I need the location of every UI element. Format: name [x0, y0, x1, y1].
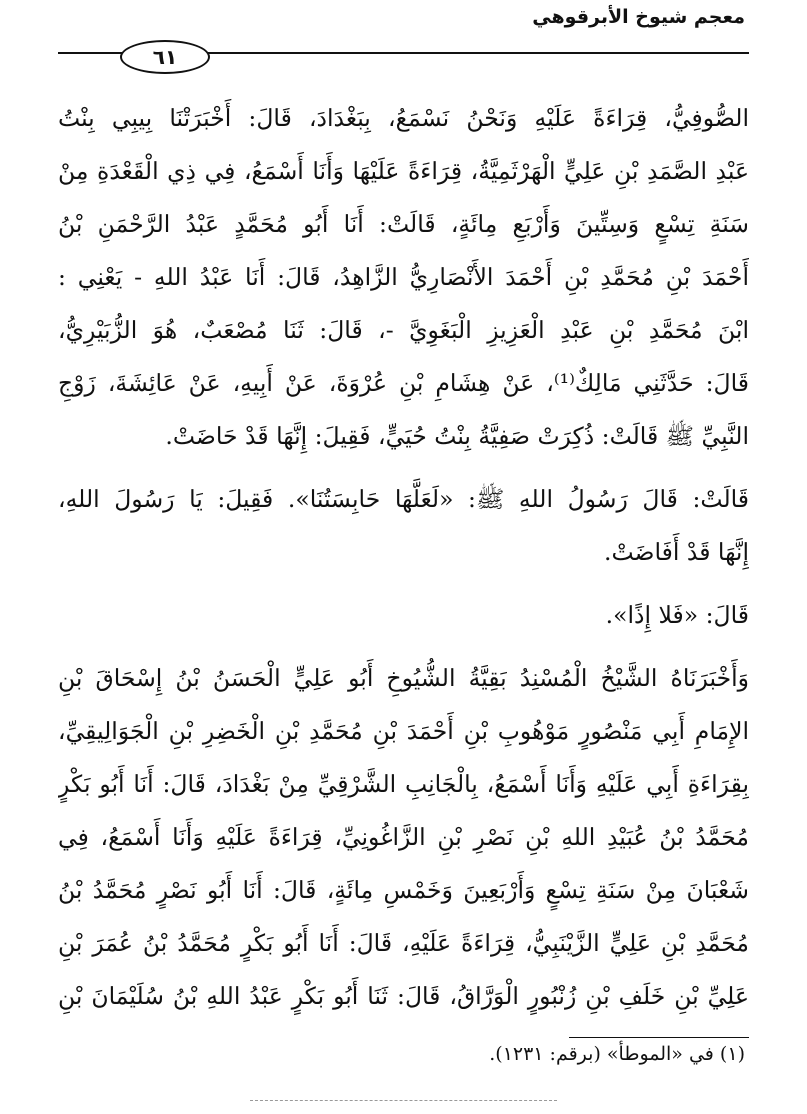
text-line: أَحْمَدَ بْنِ مُحَمَّدِ بْنِ أَحْمَدَ الأَنْصَارِيُّ الزَّاهِدُ، قَالَ: أَنَا عَبْدُ اللهِ - يَعْنِي :	[58, 263, 749, 291]
body-text	[58, 92, 749, 1023]
running-title: معجم شيوخ الأبرقوهي	[532, 6, 745, 28]
text-line: الصُّوفِيُّ، قِرَاءَةً عَلَيْهِ وَنَحْنُ نَسْمَعُ، بِبَغْدَادَ، قَالَ: أَخْبَرَتْنَا بِيبِي بِنْتُ	[58, 104, 749, 132]
text-line: مُحَمَّدُ بْنُ عُبَيْدِ اللهِ بْنِ نَصْرِ بْنِ الزَّاغُونِيِّ، قِرَاءَةً عَلَيْهِ وَأَنَا أَسْمَعُ، فِي	[58, 823, 749, 851]
text-line: عَبْدِ الصَّمَدِ بْنِ عَلِيٍّ الْهَرْثَمِيَّةُ، قِرَاءَةً عَلَيْهَا وَأَنَا أَسْمَعُ، فِي ذِي الْقَعْدَةِ مِنْ	[58, 157, 749, 185]
bottom-rule	[250, 1100, 557, 1101]
text-line: وَأَخْبَرَنَاهُ الشَّيْخُ الْمُسْنِدُ بَقِيَّةُ الشُّيُوخِ أَبُو عَلِيٍّ الْحَسَنُ بْنُ إِسْحَاقَ بْنِ	[58, 664, 749, 692]
text-line: الإِمَامِ أَبِي مَنْصُورٍ مَوْهُوبِ بْنِ أَحْمَدَ بْنِ مُحَمَّدِ بْنِ الْخَضِرِ بْنِ الْجَوَالِيقِيِّ،	[58, 717, 749, 745]
text-line: قَالَتْ: قَالَ رَسُولُ اللهِ ﷺ: «لَعَلَّهَا حَابِسَتُنَا». فَقِيلَ: يَا رَسُولَ اللهِ،	[58, 485, 749, 513]
footnote: (١) في «الموطأ» (برقم: ١٢٣١).	[489, 1043, 745, 1065]
text-line: بِقِرَاءَةِ أَبِي عَلَيْهِ وَأَنَا أَسْمَعُ، بِالْجَانِبِ الشَّرْقِيِّ مِنْ بَغْدَادَ، قَالَ: أَنَا أَبُو بَكْرٍ	[58, 770, 749, 798]
text-line: سَنَةِ تِسْعٍ وَسِتِّينَ وَأَرْبَعِ مِائَةٍ، قَالَتْ: أَنَا أَبُو مُحَمَّدٍ عَبْدُ الرَّحْمَنِ بْنُ	[58, 210, 749, 238]
text-line: قَالَ: «فَلا إِذًا».	[605, 601, 749, 629]
footnote-rule	[569, 1037, 749, 1038]
text-line: عَلِيِّ بْنِ خَلَفِ بْنِ زُنْبُورٍ الْوَرَّاقُ، قَالَ: ثَنَا أَبُو بَكْرٍ عَبْدُ اللهِ بْنُ سُلَيْمَانَ بْنِ	[58, 982, 749, 1010]
text-line: النَّبِيِّ ﷺ قَالَتْ: ذُكِرَتْ صَفِيَّةُ بِنْتُ حُيَيٍّ، فَقِيلَ: إِنَّهَا قَدْ حَاضَتْ.	[165, 422, 749, 450]
text-line: قَالَ: حَدَّثَنِي مَالِكٌ⁽¹⁾، عَنْ هِشَامِ بْنِ عُرْوَةَ، عَنْ أَبِيهِ، عَنْ عَائِشَةَ، زَوْجِ	[58, 369, 749, 397]
text-line: مُحَمَّدِ بْنِ عَلِيٍّ الزَّيْنَبِيُّ، قِرَاءَةً عَلَيْهِ، قَالَ: أَنَا أَبُو بَكْرٍ مُحَمَّدُ بْنُ عُمَرَ بْنِ	[58, 929, 749, 957]
page-number: ٦١	[120, 40, 210, 74]
text-line: إِنَّهَا قَدْ أَفَاضَتْ.	[604, 538, 749, 566]
text-line: ابْنَ مُحَمَّدِ بْنِ عَبْدِ الْعَزِيزِ الْبَغَوِيَّ -، قَالَ: ثَنَا مُصْعَبٌ، هُوَ الزُّبَيْرِيُّ،	[58, 316, 749, 344]
text-line: شَعْبَانَ مِنْ سَنَةِ تِسْعٍ وَأَرْبَعِينَ وَخَمْسِ مِائَةٍ، قَالَ: أَنَا أَبُو نَصْرٍ مُحَمَّدُ بْنُ	[58, 876, 749, 904]
